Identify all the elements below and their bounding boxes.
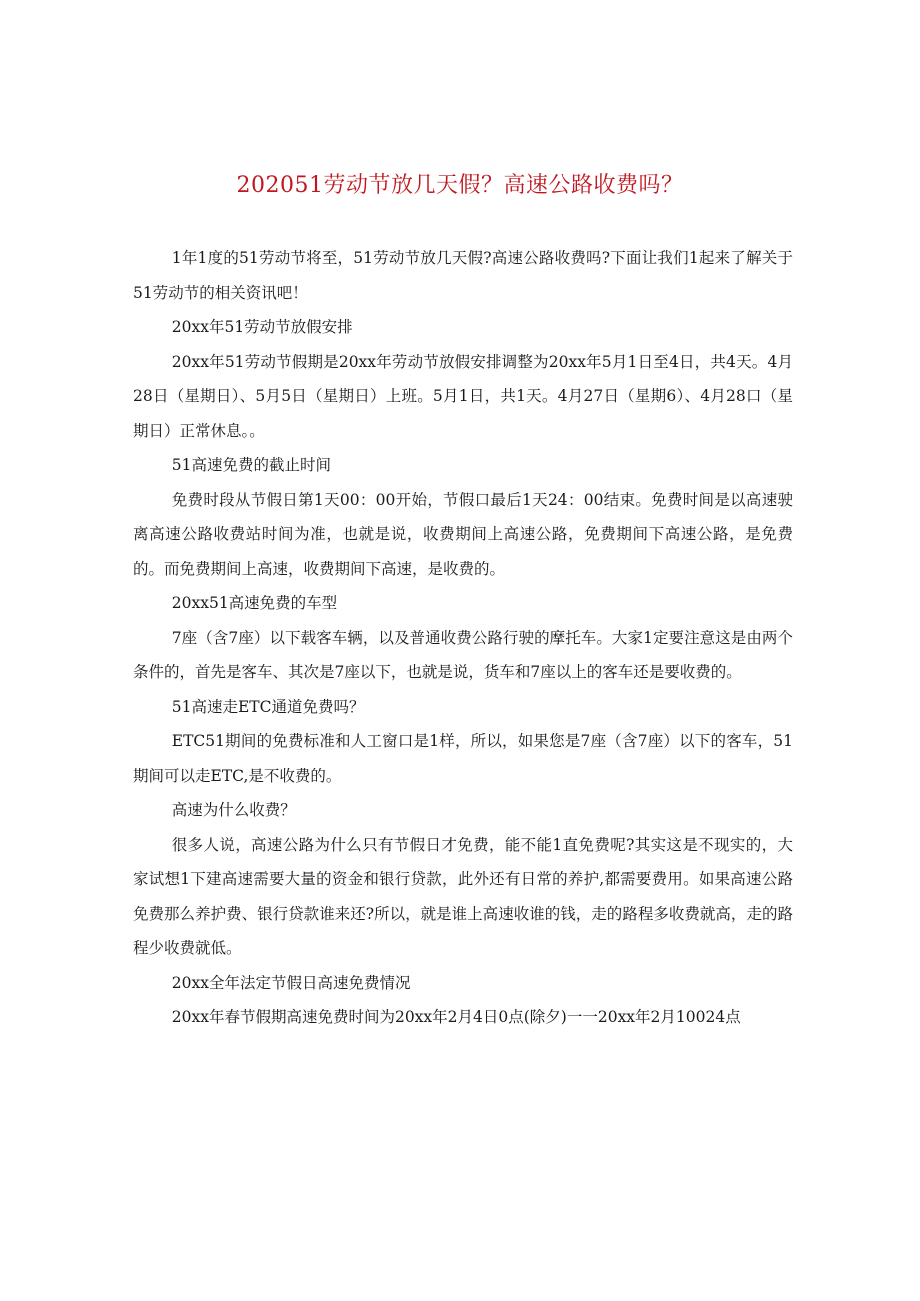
section-text-why-toll: 很多人说，高速公路为什么只有节假日才免费，能不能1直免费呢?其实这是不现实的，大家试想1下建高速需要大量的资金和银行贷款，此外还有日常的养护,都需要费用。如果高速公路免费那么养护费、银行贷款谁来还?所以，就是谁上高速收谁的钱，走的路程多收费就高，走的路程少收费就低。 (133, 835, 793, 957)
section-text-etc-lane: ETC51期间的免费标准和人工窗口是1样，所以，如果您是7座（含7座）以下的客车，51期间可以走ETC,是不收费的。 (133, 732, 793, 785)
section-text-annual-holidays: 20xx年春节假期高速免费时间为20xx年2月4日0点(除夕)一一20xx年2月10024点 (171, 1008, 741, 1026)
section-heading-holiday-schedule: 20xx年51劳动节放假安排 (171, 318, 353, 336)
section-text-free-toll-deadline: 免费时段从节假日第1天00：00开始，节假口最后1天24：00结束。免费时间是以高速驶离高速公路收费站时间为准，也就是说，收费期间上高速公路，免费期间下高速公路，是免费的。而免费期间上高速，收费期间下高速，是收费的。 (133, 490, 793, 578)
section-heading-free-toll-deadline: 51高速免费的截止时间 (171, 456, 331, 474)
section-heading-eligible-vehicles: 20xx51高速免费的车型 (171, 594, 338, 612)
section-text-eligible-vehicles: 7座（含7座）以下载客车辆，以及普通收费公路行驶的摩托车。大家1定要注意这是由两个条件的，首先是客车、其次是7座以下，也就是说，货车和7座以上的客车还是要收费的。 (133, 628, 793, 681)
document-body (133, 241, 793, 1035)
section-heading-why-toll: 高速为什么收费？ (171, 801, 296, 819)
section-heading-annual-holidays: 20xx全年法定节假日高速免费情况 (171, 973, 411, 992)
section-text-holiday-schedule: 20xx年51劳动节假期是20xx年劳动节放假安排调整为20xx年5月1日至4日，共4天。4月28日（星期日）、5月5日（星期日）上班。5月1日，共1天。4月27日（星期6）、4月28口（星期日）正常休息。。 (133, 352, 793, 440)
document-title: 202051劳动节放几天假？高速公路收费吗？ (236, 173, 684, 198)
section-heading-etc-lane: 51高速走ETC通道免费吗？ (171, 697, 365, 716)
intro-paragraph: 1年1度的51劳动节将至，51劳动节放几天假?高速公路收费吗?下面让我们1起来了解关于51劳动节的相关资讯吧！ (133, 249, 793, 302)
